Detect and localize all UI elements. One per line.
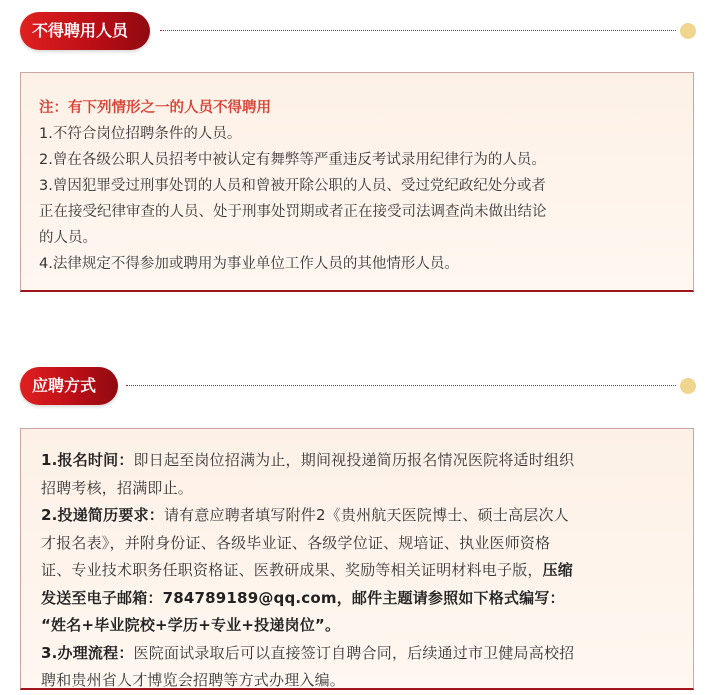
item-text: 医院面试录取后可以直接签订自聘合同，后续通过市卫健局高校招: [133, 643, 575, 662]
disqualified-note: 注：有下列情形之一的人员不得聘用: [39, 100, 271, 116]
application-item-process: [41, 640, 673, 668]
application-method-box: [20, 428, 694, 690]
item-text: 证、专业技术职务任职资格证、医教研成果、奖励等相关证明材料电子版，: [41, 561, 543, 579]
disqualified-item: 1.不符合岗位招聘条件的人员。: [39, 126, 242, 142]
section-dot: [680, 378, 696, 394]
disqualified-item: 2.曾在各级公职人员招考中被认定有舞弊等严重违反考试录用纪律行为的人员。: [39, 152, 546, 168]
item-text: 聘和贵州省人才博览会招聘等方式办理入编。: [41, 671, 346, 689]
email-subject-format: “姓名+毕业院校+学历+专业+投递岗位”。: [41, 616, 341, 634]
email-instruction: 发送至电子邮箱：784789189@qq.com，邮件主题请参照如下格式编写：: [41, 588, 565, 607]
disqualified-conditions-box: [20, 72, 694, 292]
item-text: 请有意应聘者填写附件2《贵州航天医院博士、硕士高层次人: [163, 506, 569, 524]
section-title-disqualified: 不得聘用人员: [20, 12, 150, 50]
item-text: 才报名表》，并附身份证、各级毕业证、各级学位证、规培证、执业医师资格: [41, 533, 551, 552]
item-label: 3.办理流程：: [41, 643, 134, 662]
item-text-mixed: [41, 557, 673, 585]
application-item-time: [41, 447, 673, 475]
section-dot: [680, 23, 696, 39]
item-text: 招聘考核，招满即止。: [41, 478, 194, 497]
item-label: 2.投递简历要求：: [41, 506, 164, 524]
disqualified-item: 正在接受纪律审查的人员、处于刑事处罚期或者正在接受司法调查尚未做出结论: [39, 204, 547, 220]
disqualified-item: 4.法律规定不得参加或聘用为事业单位工作人员的其他情形人员。: [39, 256, 459, 272]
application-item-resume: [41, 502, 673, 530]
section-header-disqualified: [20, 12, 696, 50]
section-divider: [126, 385, 676, 386]
item-text: 即日起至岗位招满为止，期间视投递简历报名情况医院将适时组织: [133, 451, 575, 469]
section-divider: [160, 30, 676, 31]
item-label: 1.报名时间：: [41, 451, 134, 469]
section-title-application: 应聘方式: [20, 367, 118, 405]
item-text-bold: 压缩: [542, 561, 574, 579]
disqualified-item: 的人员。: [39, 230, 97, 246]
section-header-application: [20, 367, 696, 405]
disqualified-item: 3.曾因犯罪受过刑事处罚的人员和曾被开除公职的人员、受过党纪政纪处分或者: [39, 178, 546, 194]
